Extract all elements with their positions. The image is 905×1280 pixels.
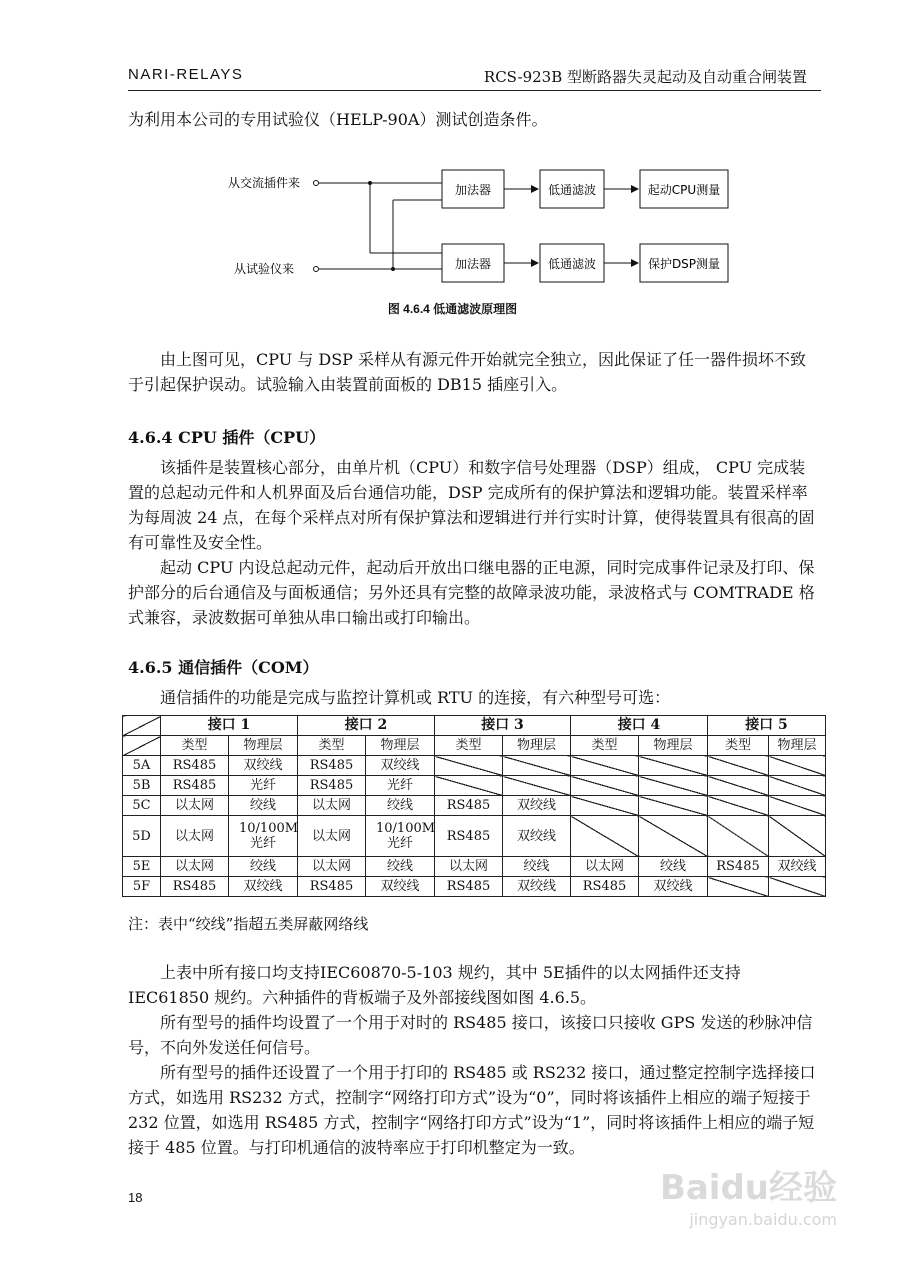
table-row — [123, 756, 826, 776]
table-row — [123, 816, 826, 857]
table-header-row — [123, 716, 826, 736]
type-header: 类型 — [435, 736, 503, 756]
table-cell: 以太网 — [571, 857, 639, 877]
table-note: 注：表中“绞线”指超五类屏蔽网络线 — [128, 915, 369, 933]
table-cell: RS485 — [708, 857, 769, 877]
phys-header: 物理层 — [229, 736, 298, 756]
table-cell: RS485 — [298, 877, 366, 897]
out-top-label: 起动CPU测量 — [647, 183, 721, 197]
empty-cell — [769, 776, 826, 796]
table-cell: 以太网 — [298, 857, 366, 877]
empty-cell — [639, 796, 708, 816]
table-cell: 以太网 — [161, 857, 229, 877]
empty-cell — [571, 796, 639, 816]
table-cell: 10/100M 光纤 — [229, 816, 298, 857]
input-test-label: 从试验仪来 — [234, 262, 295, 276]
model-cell: 5A — [123, 756, 161, 776]
port-header: 接口 5 — [708, 716, 826, 736]
header-divider — [128, 90, 821, 91]
table-cell: RS485 — [161, 776, 229, 796]
out-bottom-label: 保护DSP测量 — [647, 257, 721, 271]
type-header: 类型 — [298, 736, 366, 756]
empty-cell — [503, 756, 571, 776]
empty-cell — [769, 796, 826, 816]
terminal-test-icon — [314, 267, 319, 272]
table-cell: 绞线 — [503, 857, 571, 877]
port-header: 接口 1 — [161, 716, 298, 736]
model-cell: 5B — [123, 776, 161, 796]
table-cell: RS485 — [298, 756, 366, 776]
table-cell: 绞线 — [366, 796, 435, 816]
empty-cell — [708, 796, 769, 816]
header-left: NARI-RELAYS — [128, 66, 244, 83]
table-cell: 光纤 — [229, 776, 298, 796]
adder-bottom-label: 加法器 — [454, 257, 492, 271]
phys-header: 物理层 — [503, 736, 571, 756]
port-header: 接口 4 — [571, 716, 708, 736]
phys-header: 物理层 — [769, 736, 826, 756]
empty-cell — [639, 756, 708, 776]
table-cell: RS485 — [161, 756, 229, 776]
model-cell: 5E — [123, 857, 161, 877]
page-number: 18 — [128, 1190, 143, 1205]
table-subheader-row — [123, 736, 826, 756]
port-header: 接口 3 — [435, 716, 571, 736]
empty-cell — [708, 776, 769, 796]
figure-caption: 图 4.6.4 低通滤波原理图 — [387, 302, 518, 316]
com-models-table — [122, 715, 826, 897]
table-row — [123, 877, 826, 897]
empty-cell — [769, 816, 826, 857]
table-cell: 绞线 — [229, 796, 298, 816]
type-header: 类型 — [571, 736, 639, 756]
table-cell: 绞线 — [229, 857, 298, 877]
model-cell: 5D — [123, 816, 161, 857]
table-corner — [123, 716, 161, 736]
type-header: 类型 — [161, 736, 229, 756]
input-ac-label: 从交流插件来 — [228, 176, 301, 190]
empty-cell — [435, 776, 503, 796]
model-cell: 5F — [123, 877, 161, 897]
port-header: 接口 2 — [298, 716, 435, 736]
table-cell: 双绞线 — [503, 796, 571, 816]
section-464-p2: 起动 CPU 内设总起动元件，起动后开放出口继电器的正电源，同时完成事件记录及打印、保护部分的后台通信及与面板通信；另外还具有完整的故障录波功能，录波格式与 COMTRADE 格式兼容，录波数据可单独从串口输出或打印输出。 — [128, 558, 815, 627]
table-cell: 双绞线 — [229, 877, 298, 897]
empty-cell — [639, 776, 708, 796]
table-cell: 双绞线 — [503, 877, 571, 897]
lpf-bottom-label: 低通滤波 — [547, 257, 597, 271]
empty-cell — [435, 756, 503, 776]
empty-cell — [708, 816, 769, 857]
table-cell: 以太网 — [435, 857, 503, 877]
table-row — [123, 776, 826, 796]
watermark-url: jingyan.baidu.com — [689, 1210, 837, 1229]
table-cell: 10/100M 光纤 — [366, 816, 435, 857]
section-465-p1: 通信插件的功能是完成与监控计算机或 RTU 的连接，有六种型号可选： — [160, 688, 671, 707]
table-cell: 双绞线 — [503, 816, 571, 857]
table-row — [123, 796, 826, 816]
para-after-figure: 由上图可见，CPU 与 DSP 采样从有源元件开始就完全独立，因此保证了任一器件损坏不致于引起保护误动。试验输入由装置前面板的 DB15 插座引入。 — [128, 350, 807, 394]
intro-line: 为利用本公司的专用试验仪（HELP-90A）测试创造条件。 — [128, 110, 548, 129]
table-cell: RS485 — [435, 796, 503, 816]
table-cell: RS485 — [161, 877, 229, 897]
para-end-3: 所有型号的插件还设置了一个用于打印的 RS485 或 RS232 接口，通过整定控制字选择接口方式，如选用 RS232 方式，控制字“网络打印方式”设为“0”，同时将该插件上相应的端子短接于 232 位置，如选用 RS485 方式，控制字“网络打印方式”设为“1”，同时将该插件上相应的端子短接于 485 位置。与打印机通信的波特率应于打印机整定为一致。 — [128, 1063, 816, 1157]
section-464-p1: 该插件是装置核心部分，由单片机（CPU）和数字信号处理器（DSP）组成， CPU 完成装置的总起动元件和人机界面及后台通信功能，DSP 完成所有的保护算法和逻辑功能。装置采样率为每周波 24 点，在每个采样点对所有保护算法和逻辑进行并行实时计算，使得装置具有很高的固有可靠性及安全性。 — [128, 458, 815, 552]
table-cell: 双绞线 — [229, 756, 298, 776]
baidu-watermark — [645, 1150, 845, 1240]
table-cell: 绞线 — [639, 857, 708, 877]
table-cell: 光纤 — [366, 776, 435, 796]
terminal-ac-icon — [314, 181, 319, 186]
empty-cell — [571, 816, 639, 857]
empty-cell — [571, 776, 639, 796]
empty-cell — [769, 877, 826, 897]
table-cell: RS485 — [298, 776, 366, 796]
model-cell: 5C — [123, 796, 161, 816]
phys-header: 物理层 — [639, 736, 708, 756]
table-cell: 绞线 — [366, 857, 435, 877]
table-cell: 双绞线 — [639, 877, 708, 897]
adder-top-label: 加法器 — [454, 183, 492, 197]
empty-cell — [503, 776, 571, 796]
lpf-top-label: 低通滤波 — [547, 183, 597, 197]
empty-cell — [639, 816, 708, 857]
empty-cell — [708, 756, 769, 776]
para-end-1: 上表中所有接口均支持IEC60870-5-103 规约，其中 5E插件的以太网插件还支持IEC61850 规约。六种插件的背板端子及外部接线图如图 4.6.5。 — [128, 963, 741, 1007]
table-cell: RS485 — [435, 877, 503, 897]
table-cell: 以太网 — [161, 796, 229, 816]
empty-cell — [571, 756, 639, 776]
table-cell: 双绞线 — [769, 857, 826, 877]
table-row — [123, 857, 826, 877]
phys-header: 物理层 — [366, 736, 435, 756]
para-end-2: 所有型号的插件均设置了一个用于对时的 RS485 接口，该接口只接收 GPS 发送的秒脉冲信号，不向外发送任何信号。 — [128, 1013, 813, 1057]
table-cell: RS485 — [435, 816, 503, 857]
section-465-title: 4.6.5 通信插件（COM） — [128, 658, 319, 677]
table-cell: 双绞线 — [366, 756, 435, 776]
watermark-brand: Baidu经验 — [659, 1168, 837, 1208]
empty-cell — [708, 877, 769, 897]
table-cell: 以太网 — [298, 816, 366, 857]
header-right: RCS-923B 型断路器失灵起动及自动重合闸装置 — [483, 68, 807, 86]
table-cell: 双绞线 — [366, 877, 435, 897]
lowpass-diagram — [0, 150, 905, 290]
table-cell: 以太网 — [161, 816, 229, 857]
type-header: 类型 — [708, 736, 769, 756]
empty-cell — [769, 756, 826, 776]
table-cell: 以太网 — [298, 796, 366, 816]
table-cell: RS485 — [571, 877, 639, 897]
section-464-title: 4.6.4 CPU 插件（CPU） — [128, 428, 326, 447]
table-corner — [123, 736, 161, 756]
